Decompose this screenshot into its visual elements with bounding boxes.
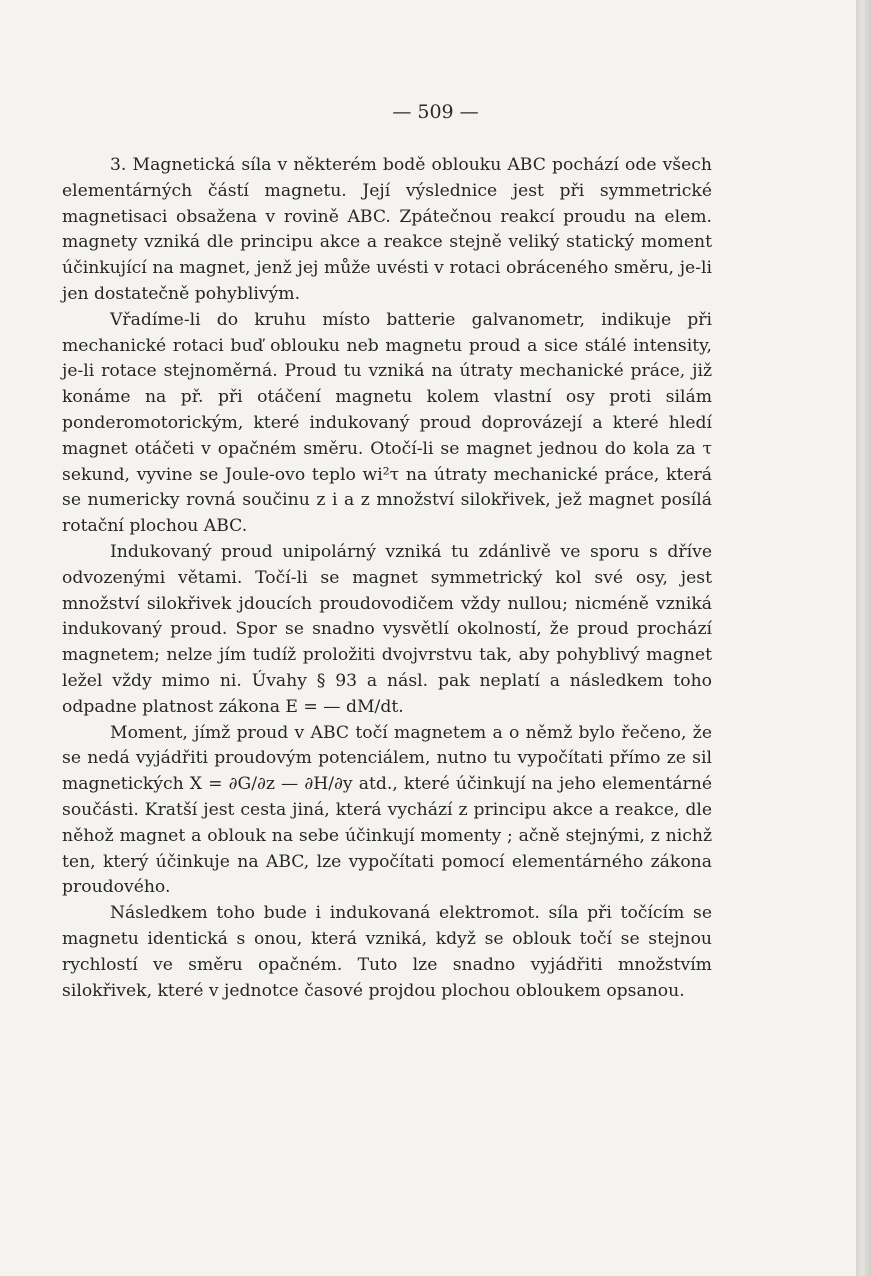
paragraph-1: 3. Magnetická síla v některém bodě oblouku ABC pochází ode všech elementárných částí magnetu. Její výslednice jest při symmetrické magnetisaci obsažena v rovině ABC. Zpátečnou reakcí proudu na elem. magnety vzniká dle principu akce a reakce stejně veliký statický moment účinkující na magnet, jenž jej může uvésti v rotaci obráceného směru, je-li jen dostatečně pohyblivým. (62, 155, 712, 304)
page-edge-shadow (856, 0, 871, 1276)
body-text (62, 153, 712, 1004)
page-number: — 509 — (392, 101, 479, 123)
paragraph-3: Indukovaný proud unipolárný vzniká tu zdánlivě ve sporu s dříve odvozenými větami. Točí-li se magnet symmetrický kol své osy, jest množství silokřivek jdoucích proudovodičem vždy nullou; nicméně vzniká indukovaný proud. Spor se snadno vysvětlí okolností, že proud prochází magnetem; nelze jím tudíž proložiti dvojvrstvu tak, aby pohyblivý magnet ležel vždy mimo ni. Úvahy § 93 a násl. pak neplatí a následkem toho odpadne platnost zákona E = — dM/dt. (62, 541, 712, 717)
paragraph-2: Vřadíme-li do kruhu místo batterie galvanometr, indikuje při mechanické rotaci buď oblouku neb magnetu proud a sice stálé intensity, je-li rotace stejnoměrná. Proud tu vzniká na útraty mechanické práce, již konáme na př. při otáčení magnetu kolem vlastní osy proti silám ponderomotorickým, které indukovaný proud doprovázejí a které hledí magnet otáčeti v opačném směru. Otočí-li se magnet jednou do kola za τ sekund, vyvine se Joule-ovo teplo wi²τ na útraty mechanické práce, která se numericky rovná součinu z i a z množství silokřivek, jež magnet posílá rotační plochou ABC. (62, 309, 712, 537)
paragraph-4: Moment, jímž proud v ABC točí magnetem a o němž bylo řečeno, že se nedá vyjádřiti proudovým potenciálem, nutno tu vypočítati přímo ze sil magnetických X = ∂G/∂z — ∂H/∂y atd., které účinkují na jeho elementárné součásti. Kratší jest cesta jiná, která vychází z principu akce a reakce, dle něhož magnet a oblouk na sebe účinkují momenty ; ačně stejnými, z nichž ten, který účinkuje na ABC, lze vypočítati pomocí elementárného zákona proudového. (62, 722, 712, 898)
paragraph-5: Následkem toho bude i indukovaná elektromot. síla při točícím se magnetu identická s onou, která vzniká, když se oblouk točí se stejnou rychlostí ve směru opačném. Tuto lze snadno vyjádřiti množstvím silokřivek, které v jednotce časové projdou plochou obloukem opsanou. (62, 903, 712, 1001)
